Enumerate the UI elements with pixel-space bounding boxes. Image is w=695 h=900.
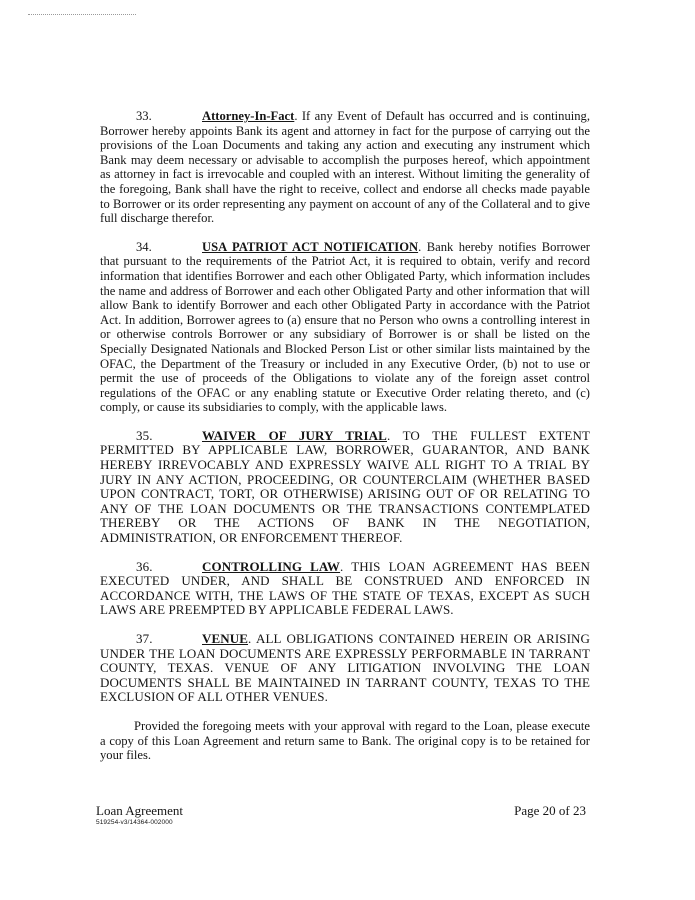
footer-page-number: Page 20 of 23 (514, 803, 586, 818)
section-heading: VENUE (202, 631, 249, 646)
footer-title: Loan Agreement (96, 803, 183, 818)
section-number: 36. (136, 558, 153, 574)
section-34 (100, 240, 590, 415)
section-number: 33. (136, 109, 152, 123)
section-body: . If any Event of Default has occurred and is continuing, Borrower hereby appoints Bank its agent and attorney in fact for the purpose of carrying out the provisions of the Loan Documents and taking any action and executing any instrument which Bank may deem necessary or advisable to accomplish the purposes hereof, which appointment as attorney in fact is irrevocable and coupled with an interest. Without limiting the generality of the foregoing, Bank shall have the right to receive, collect and endorse all checks made payable to Borrower or its order representing any payment on account of any of the Collateral and to give full discharge therefor. (100, 109, 590, 226)
section-number: 34. (136, 239, 152, 254)
section-33 (100, 109, 590, 226)
section-36 (100, 560, 590, 618)
section-35 (100, 429, 590, 546)
section-body: . TO THE FULLEST EXTENT PERMITTED BY APPLICABLE LAW, BORROWER, GUARANTOR, AND BANK HEREBY IRREVOCABLY AND EXPRESSLY WAIVE ALL RIGHT TO A TRIAL BY JURY IN ANY ACTION, PROCEEDING, OR COUNTERCLAIM (WHETHER BASED UPON CONTRACT, TORT, OR OTHERWISE) ARISING OUT OF OR RELATING TO ANY OF THE LOAN DOCUMENTS OR THE TRANSACTIONS CONTEMPLATED THEREBY OR THE ACTIONS OF BANK IN THE NEGOTIATION, ADMINISTRATION, OR ENFORCEMENT THEREOF. (100, 427, 590, 546)
section-heading: CONTROLLING LAW (202, 558, 341, 574)
section-heading: USA PATRIOT ACT NOTIFICATION (202, 239, 419, 254)
section-heading: Attorney-In-Fact (202, 109, 295, 123)
document-body (100, 109, 590, 763)
section-heading: WAIVER OF JURY TRIAL (202, 427, 387, 443)
scan-artifact-line (28, 14, 136, 17)
footer-doc-code: 519254-v3/14364-002000 (96, 819, 173, 826)
section-body: . Bank hereby notifies Borrower that pursuant to the requirements of the Patriot Act, it is required to obtain, verify and record information that identifies Borrower and each other Obligated Party, which information includes the name and address of Borrower and each other Obligated Party and other information that will allow Bank to identify Borrower and each other Obligated Party in accordance with the Patriot Act. In addition, Borrower agrees to (a) ensure that no Person who owns a controlling interest in or otherwise controls Borrower or any subsidiary of Borrower is or shall be listed on the Specially Designated Nationals and Blocked Person List or other similar lists maintained by the OFAC, the Department of the Treasury or included in any Executive Order, (b) not to use or permit the use of proceeds of the Obligations to violate any of the foreign asset control regulations of the OFAC or any enabling statute or Executive Order relating thereto, and (c) comply, or cause its subsidiaries to comply, with the applicable laws. (100, 239, 591, 415)
section-number: 37. (136, 631, 153, 646)
closing-paragraph: Provided the foregoing meets with your approval with regard to the Loan, please execute a copy of this Loan Agreement and return same to Bank. The original copy is to be retained for your files. (100, 718, 590, 763)
section-body: . ALL OBLIGATIONS CONTAINED HEREIN OR ARISING UNDER THE LOAN DOCUMENTS ARE EXPRESSLY PERFORMABLE IN TARRANT COUNTY, TEXAS. VENUE OF ANY LITIGATION INVOLVING THE LOAN DOCUMENTS SHALL BE MAINTAINED IN TARRANT COUNTY, TEXAS TO THE EXCLUSION OF ALL OTHER VENUES. (100, 631, 590, 705)
section-37 (100, 632, 590, 705)
section-body: . THIS LOAN AGREEMENT HAS BEEN EXECUTED UNDER, AND SHALL BE CONSTRUED AND ENFORCED IN ACCORDANCE WITH, THE LAWS OF THE STATE OF TEXAS, EXCEPT AS SUCH LAWS ARE PREEMPTED BY APPLICABLE FEDERAL LAWS. (100, 558, 591, 618)
section-number: 35. (136, 427, 153, 443)
